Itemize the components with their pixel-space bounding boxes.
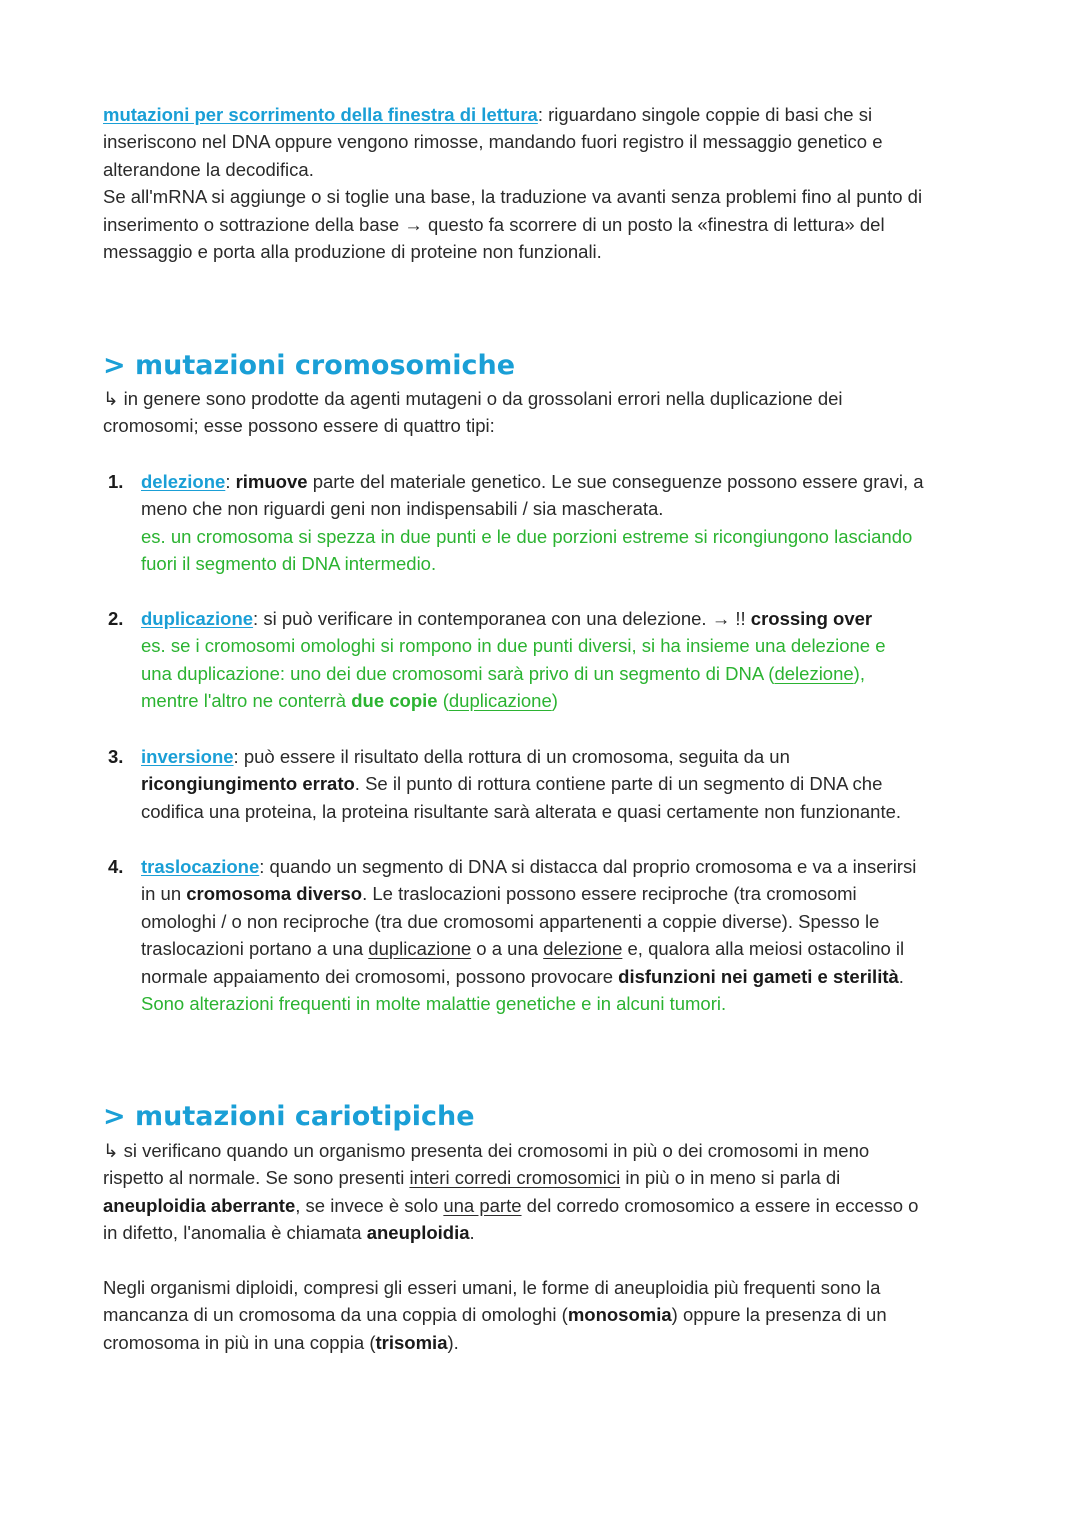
example-text: Sono alterazioni frequenti in molte malattie genetiche e in alcuni tumori.: [141, 993, 727, 1015]
section1-intro: ↳ in genere sono prodotte da agenti mutageni o da grossolani errori nella duplicazione dei cromosomi; esse possono essere di quattro tipi:: [103, 388, 843, 437]
list-number: 1.: [108, 471, 124, 492]
example-text: es. un cromosoma si spezza in due punti e le due porzioni estreme si ricongiungono lasciando: [141, 525, 913, 547]
term-duplicazione: duplicazione: [141, 608, 254, 629]
list-number: 2.: [108, 608, 124, 629]
section2-paragraph-2: Negli organismi diploidi, compresi gli esseri umani, le forme di aneuploidia più frequenti sono la mancanza di un cromosoma da una coppia di omologhi (monosomia) oppure la presenza di un cromosoma in più in una coppia (trisomia).: [103, 1277, 887, 1353]
term-scorrimento-finestra: mutazioni per scorrimento della finestra di lettura: [103, 104, 538, 125]
intro-paragraph: mutazioni per scorrimento della finestra di lettura: riguardano singole coppie di basi che si inseriscono nel DNA oppure vengono rimosse, mandando fuori registro il messaggio genetico e alterandone la decodifica. Se all'mRNA si aggiunge o si toglie una base, la traduzione va avanti senza problemi fino al punto di inserimento o sottrazione della base → questo fa scorrere di un posto la «finestra di lettura» del messaggio e porta alla produzione di proteine non funzionali.: [103, 104, 923, 263]
section2-paragraph-1: ↳ si verificano quando un organismo presenta dei cromosomi in più o dei cromosomi in meno rispetto al normale. Se sono presenti interi corredi cromosomici in più o in meno si parla di aneuploidia aberrante, se invece è solo una parte del corredo cromosomico a essere in eccesso o in difetto, l'anomalia è chiamata aneuploidia.: [103, 1140, 919, 1244]
heading-mutazioni-cromosomiche: > mutazioni cromosomiche: [103, 350, 516, 381]
example-text: es. se i cromosomi omologhi si rompono in due punti diversi, si ha insieme una delezione e: [141, 635, 886, 657]
document-page: mutazioni per scorrimento della finestra di lettura: riguardano singole coppie di basi che si inseriscono nel DNA oppure vengono rimosse, mandando fuori registro il messaggio genetico e alterandone la decodifica. Se all'mRNA si aggiunge o si toglie una base, la traduzione va avanti senza problemi fino al punto di inserimento o sottrazione della base → questo fa scorrere di un posto la «finestra di lettura» del messaggio e porta alla produzione di proteine non funzionali. > mutazioni cromosomiche ↳ in genere sono prodotte da agenti mutageni o da grossolani errori nella duplicazione dei cromosomi; esse possono essere di quattro tipi: 1. delezione: rimuove parte del materiale genetico. Le sue conseguenze possono essere gravi, a meno che non riguardi geni non indispensabili / sia mascherata. es. un cromosoma si spezza in due punti e le due porzioni estreme si ricongiungono lasciando fuori il segmento di DNA intermedio. 2. duplicazione: si può verificare in contemporanea con una delezione. → !! crossing over es. se i cromosomi omologhi si rompono in due punti diversi, si ha insieme una delezione e una duplicazione: uno dei due cromosomi sarà privo di un segmento di DNA (delezione), mentre l'altro ne conterrà due copie (duplicazione) 3. inversione: può essere il risultato della rottura di un cromosoma, seguita da un ricongiungimento errato. Se il punto di rottura contiene parte di un segmento di DNA che codifica una proteina, la proteina risultante sarà alterata e quasi certamente non funzionante. 4. traslocazione: quando un segmento di DNA si distacca dal proprio cromosoma e va a inserirsi in un cromosoma diverso. Le traslocazioni possono essere reciproche (tra cromosomi omologhi / o non reciproche (tra due cromosomi appartenenti a coppie diverse). Spesso le traslocazioni portano a una duplicazione o a una delezione e, qualora alla meiosi ostacolino il normale appaiamento dei cromosomi, possono provocare disfunzioni nei gameti e sterilità. Sono alterazioni frequenti in molte malattie genetiche e in alcuni tumori. > mutazioni cariotipiche ↳ si verificano quando un organismo presenta dei cromosomi in più o dei cromosomi in meno rispetto al normale. Se sono presenti interi corredi cromosomici in più o in meno si parla di aneuploidia aberrante, se invece è solo una parte del corredo cromosomico a essere in eccesso o in difetto, l'anomalia è chiamata aneuploidia. Negli organismi diploidi, compresi gli esseri umani, le forme di aneuploidia più frequenti sono la mancanza di un cromosoma da una coppia di omologhi (monosomia) oppure la presenza di un cromosoma in più in una coppia (trisomia).: [0, 0, 1080, 1525]
term-delezione: delezione: [141, 471, 226, 492]
heading-mutazioni-cariotipiche: > mutazioni cariotipiche: [103, 1101, 475, 1132]
list-number: 4.: [108, 856, 124, 877]
term-traslocazione: traslocazione: [141, 856, 260, 877]
list-number: 3.: [108, 746, 124, 767]
term-inversione: inversione: [141, 746, 234, 767]
